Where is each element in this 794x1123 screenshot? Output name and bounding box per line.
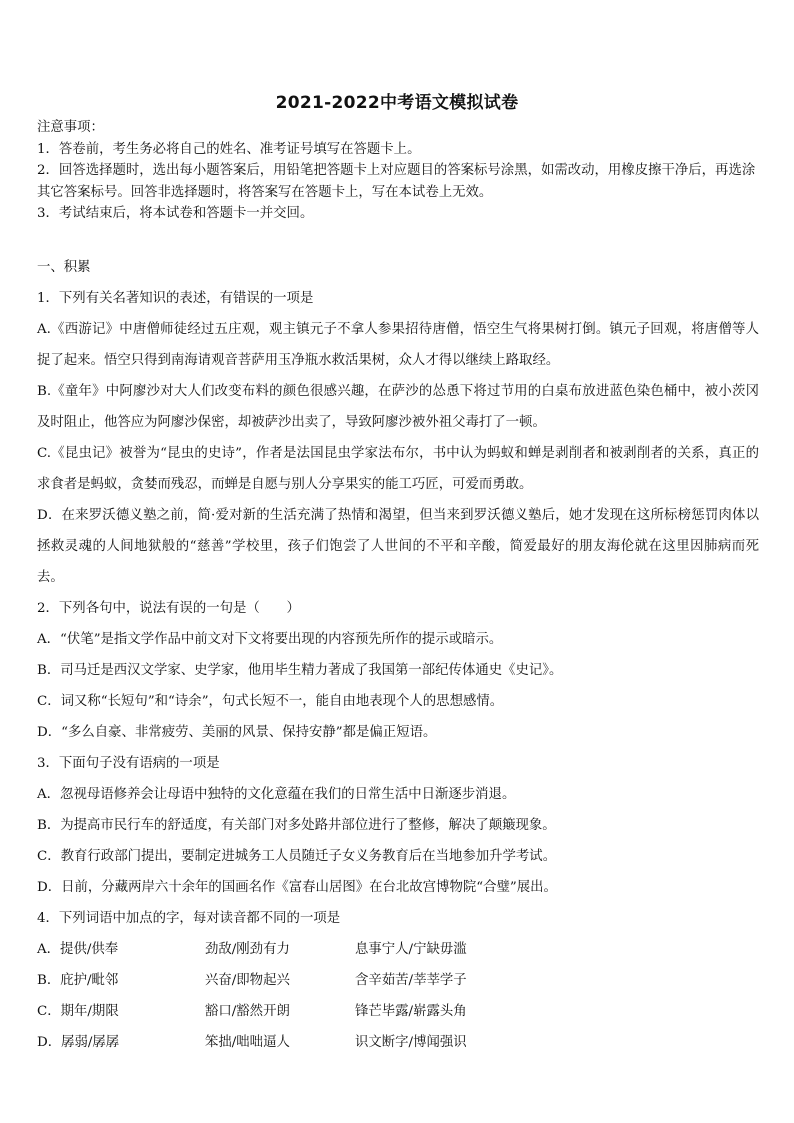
q1-option-b: B.《童年》中阿廖沙对大人们改变布料的颜色很感兴趣，在萨沙的怂恿下将过节用的白桌布放进蓝色染色桶中，被小茨冈及时阻止，他答应为阿廖沙保密，却被萨沙出卖了，导致阿廖沙被外祖父毒打了一顿。 <box>37 383 759 430</box>
q4-option-pair: 锋芒毕露/崭露头角 <box>355 1003 467 1019</box>
q4-option-pair: 息事宁人/宁缺毋滥 <box>355 941 467 957</box>
q3-stem: 3．下面句子没有语病的一项是 <box>37 755 220 771</box>
q4-option-pair: 识文断字/博闻强识 <box>355 1034 467 1050</box>
q4-option-label: A．提供/供奉 <box>37 941 119 957</box>
q4-option-label: D．孱弱/孱孱 <box>37 1034 120 1050</box>
notice-item-2-part <box>37 160 759 200</box>
q4-option-pair: 含辛茹苦/莘莘学子 <box>355 972 467 988</box>
q3-option-c: C．教育行政部门提出，要制定进城务工人员随迁子女义务教育后在当地参加升学考试。 <box>37 848 557 864</box>
q4-option-pair: 劲敌/刚劲有力 <box>205 941 290 957</box>
q4-option-label: B．庇护/毗邻 <box>37 972 119 988</box>
q4-option-row <box>37 1027 759 1058</box>
q3-option-d: D．日前，分藏两岸六十余年的国画名作《富春山居图》在台北故宫博物院“合璧”展出。 <box>37 879 557 895</box>
notice-heading: 注意事项： <box>37 120 104 135</box>
q1-option-a: A.《西游记》中唐僧师徒经过五庄观，观主镇元子不拿人参果招待唐僧，悟空生气将果树打倒。镇元子回观，将唐僧等人捉了起来。悟空只得到南海请观音菩萨用玉净瓶水救活果树，众人才得以继续上路取经。 <box>37 321 759 368</box>
q2-stem: 2．下列各句中，说法有误的一句是（ ） <box>37 600 300 616</box>
question-list <box>37 252 759 1058</box>
notice-item-3: 3．考试结束后，将本试卷和答题卡一并交回。 <box>37 206 314 221</box>
q4-option-pair: 兴奋/即物起兴 <box>205 972 290 988</box>
notice-block <box>37 117 759 225</box>
notice-item-2: 2．回答选择题时，选出每小题答案后，用铅笔把答题卡上对应题目的答案标号涂黑，如需改动，用橡皮擦干净后，再选涂其它答案标号。回答非选择题时，将答案写在答题卡上，写在本试卷上无效。 <box>37 163 756 200</box>
exam-content <box>37 117 759 1058</box>
q2-option-d: D．“多么自豪、非常疲劳、美丽的风景、保持安静”都是偏正短语。 <box>37 724 437 740</box>
section-gap <box>37 225 759 252</box>
q4-option-pair: 笨拙/咄咄逼人 <box>205 1034 290 1050</box>
q1-option-c: C.《昆虫记》被誉为“昆虫的史诗”，作者是法国昆虫学家法布尔，书中认为蚂蚁和蝉是剥削者和被剥削者的关系，真正的求食者是蚂蚁，贪婪而残忍，而蝉是自愿与别人分享果实的能工巧匠，可爱而勇敢。 <box>37 445 759 492</box>
q4-option-row <box>37 934 759 965</box>
q4-option-label: C．期年/期限 <box>37 1003 119 1019</box>
q2-option-a: A．“伏笔”是指文学作品中前文对下文将要出现的内容预先所作的提示或暗示。 <box>37 631 503 647</box>
q4-stem: 4．下列词语中加点的字，每对读音都不同的一项是 <box>37 910 341 926</box>
q2-option-c: C．词又称“长短句”和“诗余”，句式长短不一，能自由地表现个人的思想感情。 <box>37 693 504 709</box>
q4-option-pair: 豁口/豁然开朗 <box>205 1003 290 1019</box>
q4-option-row <box>37 965 759 996</box>
q1-stem: 1．下列有关名著知识的表述，有错误的一项是 <box>37 290 314 306</box>
q3-option-a: A．忽视母语修养会让母语中独特的文化意蕴在我们的日常生活中日渐逐步消退。 <box>37 786 516 802</box>
q2-option-b: B．司马迁是西汉文学家、史学家，他用毕生精力著成了我国第一部纪传体通史《史记》。 <box>37 662 563 678</box>
notice-item-1: 1．答卷前，考生务必将自己的姓名、准考证号填写在答题卡上。 <box>37 141 421 157</box>
q3-option-b: B．为提高市民行车的舒适度，有关部门对多处路井部位进行了整修，解决了颠簸现象。 <box>37 817 556 833</box>
q4-option-row <box>37 996 759 1027</box>
page-title: 2021-2022中考语文模拟试卷 <box>275 93 519 113</box>
section-heading: 一、积累 <box>37 259 91 275</box>
q1-option-d: D．在来罗沃德义塾之前，简·爱对新的生活充满了热情和渴望，但当来到罗沃德义塾后，她才发现在这所标榜惩罚肉体以拯救灵魂的人间地狱般的“慈善”学校里，孩子们饱尝了人世间的不平和辛酸，简爱最好的朋友海伦就在这里因肺病而死去。 <box>37 507 759 585</box>
